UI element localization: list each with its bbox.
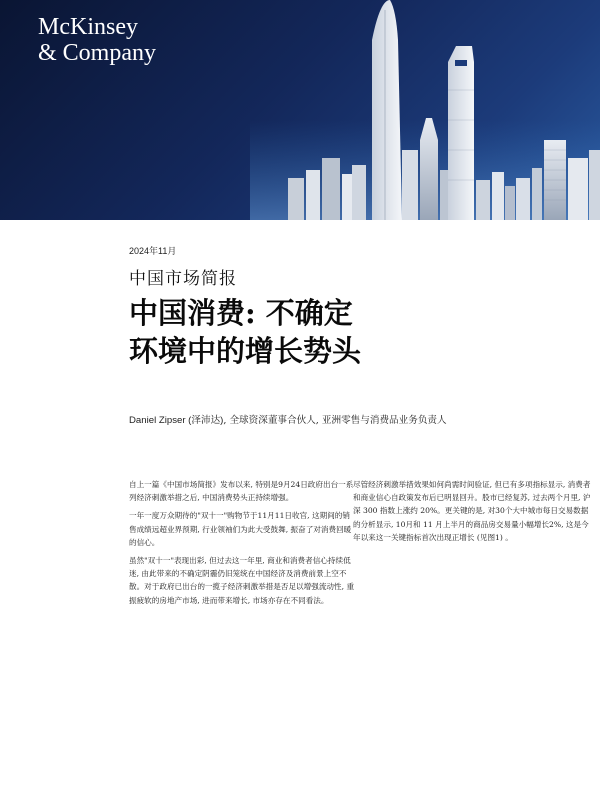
logo-line1: McKinsey: [38, 14, 138, 40]
series-label: 中国市场简报: [129, 269, 237, 289]
title-line1: 中国消费: 不确定: [129, 296, 353, 330]
paragraph: 虽然"双十一"表现出彩, 但过去这一年里, 商业和消费者信心持续低迷, 由此带来的不确定阴霾仍旧笼统在中国经济及消费前景上空不散。对于政府已出台的一揽子经济刺激举措是否足以增强流动性, 重振疲软的房地产市场, 进而带来增长, 市场亦存在不同看法。: [129, 556, 355, 605]
title-line2: 环境中的增长势头: [129, 334, 362, 368]
paragraph: 尽管经济刺激举措效果如何尚需时间验证, 但已有多项指标显示, 消费者和商业信心自政策发布后已明显回升。股市已经复苏, 过去两个月里, 沪深 300 指数上涨约 20%。更关键的是, 对30个大中城市每日交易数据的分析显示, 10月和 11 月上半月的商品房交易量小幅增长2%, 这是今年以来这一关键指标首次出现正增长 (见图1) 。: [353, 480, 591, 542]
hero-banner: [0, 0, 600, 220]
author-name: Daniel Zipser (泽沛达): [129, 415, 224, 426]
author-byline: [129, 412, 447, 426]
body-column-right: [353, 478, 591, 549]
page-title: [129, 294, 529, 370]
mckinsey-logo[interactable]: [38, 14, 156, 66]
author-role: , 全球资深董事合伙人, 亚洲零售与消费品业务负责人: [223, 415, 447, 426]
logo-line2: & Company: [38, 40, 156, 66]
body-column-left: [129, 478, 357, 612]
publication-date: 2024年11月: [129, 246, 177, 256]
paragraph: 一年一度万众期待的"双十一"购物节于11月11日收官, 这期间的销售成绩远超业界预期, 行业领袖们为此大受鼓舞, 振奋了对消费回暖的信心。: [129, 511, 352, 547]
paragraph: 自上一篇《中国市场简报》发布以来, 特别是9月24日政府出台一系列经济刺激举措之后, 中国消费势头正持续增强。: [129, 480, 354, 503]
